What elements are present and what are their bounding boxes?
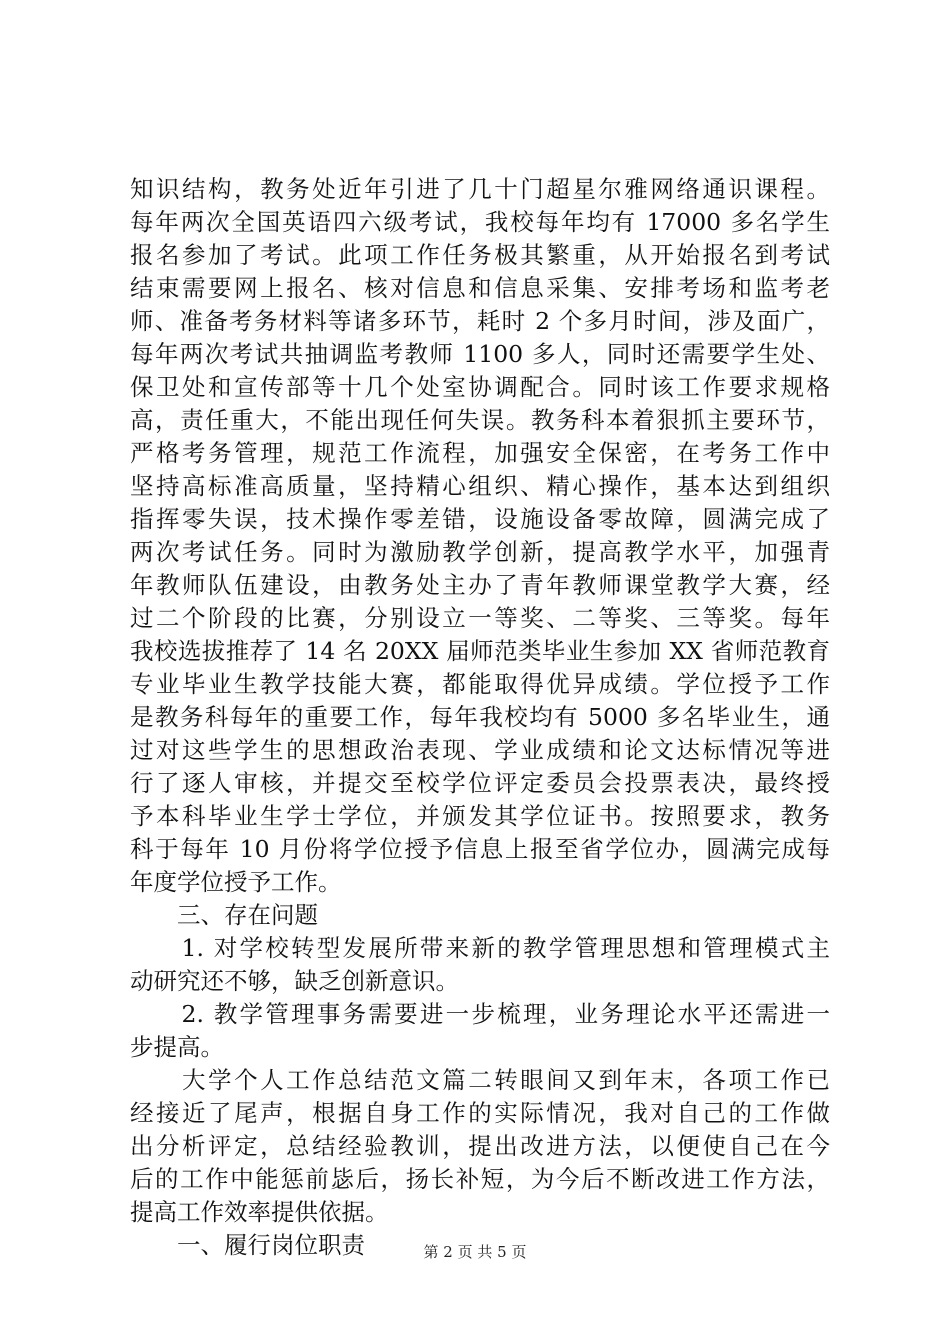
- text-line: 行了逐人审核，并提交至校学位评定委员会投票表决，最终授: [130, 769, 830, 797]
- text-line: 每年两次全国英语四六级考试，我校每年均有 17000 多名学生: [130, 208, 830, 236]
- text-line: 提高工作效率提供依据。: [130, 1198, 389, 1226]
- text-line: 出分析评定，总结经验教训，提出改进方法，以便使自己在今: [130, 1132, 830, 1160]
- text-line: 严格考务管理，规范工作流程，加强安全保密，在考务工作中: [130, 439, 830, 467]
- page-number-footer: 第 2 页 共 5 页: [423, 1243, 527, 1261]
- text-line: 是教务科每年的重要工作，每年我校均有 5000 多名毕业生，通: [130, 703, 830, 731]
- text-line: 知识结构，教务处近年引进了几十门超星尔雅网络通识课程。: [130, 175, 830, 203]
- text-line: 1. 对学校转型发展所带来新的教学管理思想和管理模式主: [130, 934, 830, 962]
- body-text: [130, 173, 830, 1262]
- text-line: 高，责任重大，不能出现任何失误。教务科本着狠抓主要环节，: [130, 406, 830, 434]
- text-line: 指挥零失误，技术操作零差错，设施设备零故障，圆满完成了: [130, 505, 830, 533]
- text-line: 2. 教学管理事务需要进一步梳理，业务理论水平还需进一: [130, 1000, 830, 1028]
- text-line: 后的工作中能惩前毖后，扬长补短，为今后不断改进工作方法，: [130, 1165, 830, 1193]
- text-line: 动研究还不够，缺乏创新意识。: [130, 967, 459, 995]
- text-line: 大学个人工作总结范文篇二转眼间又到年末，各项工作已: [130, 1066, 830, 1094]
- text-line: 过对这些学生的思想政治表现、学业成绩和论文达标情况等进: [130, 736, 830, 764]
- text-line: 坚持高标准高质量，坚持精心组织、精心操作，基本达到组织: [130, 472, 830, 500]
- section-heading: 三、存在问题: [130, 901, 318, 929]
- text-line: 报名参加了考试。此项工作任务极其繁重，从开始报名到考试: [130, 241, 830, 269]
- text-line: 专业毕业生教学技能大赛，都能取得优异成绩。学位授予工作: [130, 670, 830, 698]
- text-line: 经接近了尾声，根据自身工作的实际情况，我对自己的工作做: [130, 1099, 830, 1127]
- text-line: 年度学位授予工作。: [130, 868, 342, 896]
- section-heading: 一、履行岗位职责: [130, 1231, 365, 1259]
- text-line: 保卫处和宣传部等十几个处室协调配合。同时该工作要求规格: [130, 373, 830, 401]
- text-line: 每年两次考试共抽调监考教师 1100 多人，同时还需要学生处、: [130, 340, 830, 368]
- text-line: 结束需要网上报名、核对信息和信息采集、安排考场和监考老: [130, 274, 830, 302]
- text-line: 科于每年 10 月份将学位授予信息上报至省学位办，圆满完成每: [130, 835, 830, 863]
- text-line: 年教师队伍建设，由教务处主办了青年教师课堂教学大赛，经: [130, 571, 830, 599]
- text-line: 过二个阶段的比赛，分别设立一等奖、二等奖、三等奖。每年: [130, 604, 830, 632]
- text-line: 我校选拔推荐了 14 名 20XX 届师范类毕业生参加 XX 省师范教育: [130, 637, 830, 665]
- text-line: 两次考试任务。同时为激励教学创新，提高教学水平，加强青: [130, 538, 830, 566]
- text-line: 师、准备考务材料等诸多环节，耗时 2 个多月时间，涉及面广，: [130, 307, 830, 335]
- text-line: 予本科毕业生学士学位，并颁发其学位证书。按照要求，教务: [130, 802, 830, 830]
- text-line: 步提高。: [130, 1033, 224, 1061]
